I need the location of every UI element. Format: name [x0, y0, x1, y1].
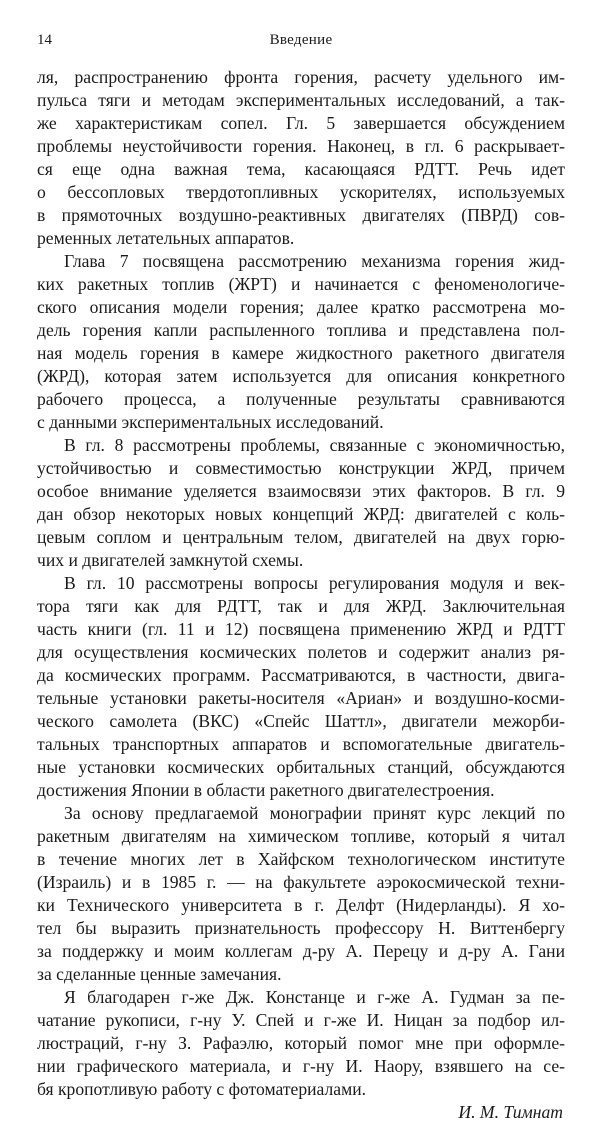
text-line: ля, распространению фронта горения, расчету удельного им- — [37, 67, 565, 87]
text-line: особое внимание уделяется взаимосвязи этих факторов. В гл. 9 — [37, 481, 565, 501]
text-line: тальных транспортных аппаратов и вспомогательные двигатель- — [37, 734, 565, 754]
text-line: За основу предлагаемой монографии принят курс лекций по — [64, 803, 565, 823]
paragraph-5 — [37, 802, 565, 986]
text-line: дель горения капли распыленного топлива и представлена пол- — [37, 320, 565, 340]
text-line: тельные установки ракеты-носителя «Ариан» и воздушно-косми- — [37, 688, 565, 708]
page-number: 14 — [37, 32, 52, 48]
paragraph-2 — [37, 250, 565, 434]
running-title: Введение — [269, 32, 333, 48]
text-line: Глава 7 посвящена рассмотрению механизма горения жид- — [64, 251, 565, 271]
text-line: с данными экспериментальных исследований. — [37, 412, 384, 432]
text-line: бя кропотливую работу с фотоматериалами. — [37, 1079, 367, 1099]
text-line: пульса тяги и методам экспериментальных исследований, а так- — [37, 90, 565, 110]
text-line: нии графического материала, и г-ну И. Наору, взявшего на се- — [37, 1056, 565, 1076]
text-line: в течение многих лет в Хайфском технологическом институте — [37, 849, 565, 869]
paragraph-1 — [37, 66, 565, 250]
paragraph-6 — [37, 986, 565, 1101]
text-line: Я благодарен г-же Дж. Констанце и г-же А. Гудман за пе- — [64, 987, 565, 1007]
text-line: (Израиль) и в 1985 г. — на факультете аэрокосмической техни- — [37, 872, 565, 892]
text-line: ракетным двигателям на химическом топливе, который я читал — [37, 826, 565, 846]
text-line: о бессопловых твердотопливных ускорителях, используемых — [37, 182, 565, 202]
text-line: (ЖРД), которая затем используется для описания конкретного — [37, 366, 565, 386]
text-line: рабочего процесса, а полученные результаты сравниваются — [37, 389, 565, 409]
text-line: за сделанные ценные замечания. — [37, 964, 282, 984]
text-line: же характеристикам сопел. Гл. 5 завершается обсуждением — [37, 113, 565, 133]
text-line: устойчивостью и совместимостью конструкции ЖРД, причем — [37, 458, 565, 478]
body-text — [37, 66, 565, 1124]
text-line: да космических программ. Рассматриваются, в частности, двига- — [37, 665, 565, 685]
text-line: ременных летательных аппаратов. — [37, 228, 295, 248]
text-line: ческого самолета (ВКС) «Спейс Шаттл», двигатели межорби- — [37, 711, 565, 731]
text-line: В гл. 8 рассмотрены проблемы, связанные с экономичностью, — [64, 435, 565, 455]
text-line: ная модель горения в камере жидкостного ракетного двигателя — [37, 343, 565, 363]
text-line: ского описания модели горения; далее кратко рассмотрена мо- — [37, 297, 565, 317]
text-line: ки Технического университета в г. Делфт (Нидерланды). Я хо- — [37, 895, 565, 915]
page-header — [37, 30, 565, 56]
text-line: ких ракетных топлив (ЖРТ) и начинается с феноменологиче- — [37, 274, 565, 294]
text-line: люстраций, г-ну З. Рафаэлю, который помог мне при оформле- — [37, 1033, 565, 1053]
book-page — [37, 30, 565, 1124]
paragraph-4 — [37, 572, 565, 802]
text-line: тора тяги как для РДТТ, так и для ЖРД. Заключительная — [37, 596, 565, 616]
text-line: чатание рукописи, г-ну У. Спей и г-же И. Ницан за подбор ил- — [37, 1010, 565, 1030]
text-line: для осуществления космических полетов и содержит анализ ря- — [37, 642, 565, 662]
text-line: проблемы неустойчивости горения. Наконец, в гл. 6 раскрывает- — [37, 136, 565, 156]
paragraph-3 — [37, 434, 565, 572]
text-line: В гл. 10 рассмотрены вопросы регулирования модуля и век- — [64, 573, 565, 593]
text-line: цевым соплом и центральным телом, двигателей на двух горю- — [37, 527, 565, 547]
text-line: в прямоточных воздушно-реактивных двигателях (ПВРД) сов- — [37, 205, 565, 225]
text-line: часть книги (гл. 11 и 12) посвящена применению ЖРД и РДТТ — [37, 619, 565, 639]
text-line: достижения Японии в области ракетного двигателестроения. — [37, 780, 495, 800]
text-line: тел бы выразить признательность профессору Н. Виттенбергу — [37, 918, 565, 938]
text-line: ся еще одна важная тема, касающаяся РДТТ. Речь идет — [37, 159, 565, 179]
text-line: за поддержку и моим коллегам д-ру А. Перецу и д-ру А. Гани — [37, 941, 565, 961]
text-line: дан обзор некоторых новых концепций ЖРД: двигателей с коль- — [37, 504, 565, 524]
text-line: чих и двигателей замкнутой схемы. — [37, 550, 304, 570]
text-line: ные установки космических орбитальных станций, обсуждаются — [37, 757, 565, 777]
author-signature: И. М. Тимнат — [458, 1102, 563, 1122]
